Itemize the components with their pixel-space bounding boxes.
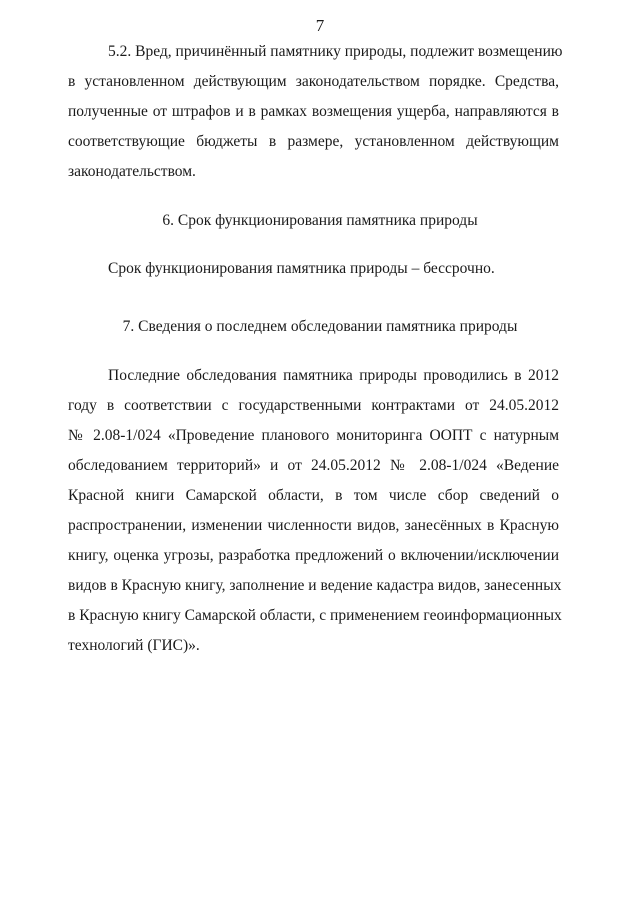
paragraph-line: законодательством. — [68, 163, 196, 180]
section-heading-7: 7. Сведения о последнем обследовании памятника природы — [122, 318, 518, 335]
paragraph-line: году в соответствии с государственными контрактами от 24.05.2012 — [68, 397, 559, 414]
paragraph-line: в установленном действующим законодательством порядке. Средства, — [68, 73, 559, 90]
paragraph-line: 5.2. Вред, причинённый памятнику природы, подлежит возмещению — [108, 43, 563, 60]
paragraph-line: распространении, изменении численности видов, занесённых в Красную — [68, 517, 559, 534]
paragraph-line: обследованием территорий» и от 24.05.2012 № 2.08-1/024 «Ведение — [68, 457, 559, 474]
section-heading-6: 6. Срок функционирования памятника природы — [162, 212, 478, 229]
paragraph-line: соответствующие бюджеты в размере, установленном действующим — [68, 133, 559, 150]
paragraph-line: Последние обследования памятника природы проводились в 2012 — [108, 367, 559, 384]
paragraph-line: Красной книги Самарской области, в том числе сбор сведений о — [68, 487, 559, 504]
paragraph-line: технологий (ГИС)». — [68, 637, 200, 654]
paragraph-line: № 2.08-1/024 «Проведение планового мониторинга ООПТ с натурным — [68, 427, 559, 444]
page-number: 7 — [315, 16, 325, 35]
paragraph-line: книгу, оценка угрозы, разработка предложений о включении/исключении — [68, 547, 559, 564]
paragraph-line: полученные от штрафов и в рамках возмещения ущерба, направляются в — [68, 103, 559, 120]
section-6-text: Срок функционирования памятника природы – бессрочно. — [108, 260, 495, 277]
paragraph-line: в Красную книгу Самарской области, с применением геоинформационных — [68, 607, 562, 624]
paragraph-line: видов в Красную книгу, заполнение и ведение кадастра видов, занесенных — [68, 577, 562, 594]
